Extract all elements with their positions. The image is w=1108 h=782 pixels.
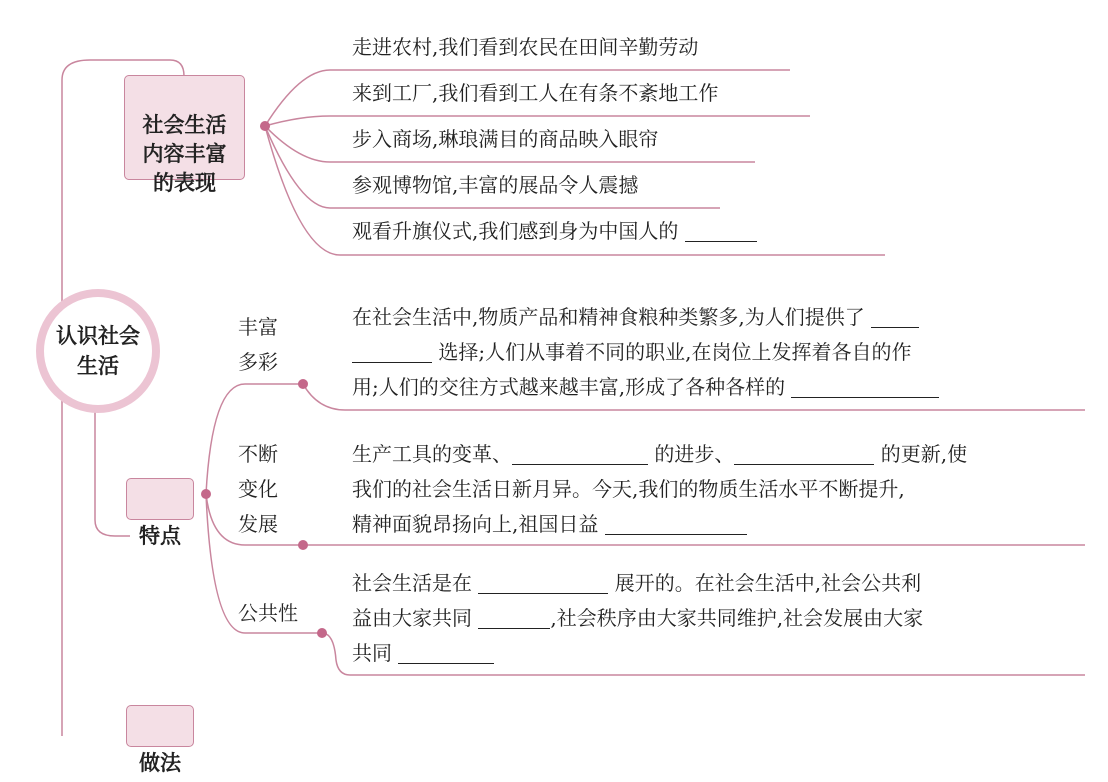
rich-line-1 — [352, 300, 919, 334]
change-line-3-text: 精神面貌昂扬向上,祖国日益 — [352, 512, 599, 536]
root-node — [36, 289, 160, 413]
dot-public — [317, 628, 327, 638]
dot-features — [201, 489, 211, 499]
answer-blank — [352, 340, 432, 363]
change-line-1b: 的进步、 — [654, 442, 735, 466]
answer-blank — [871, 305, 919, 328]
change-line-3 — [352, 507, 747, 541]
change-line-1 — [352, 437, 967, 471]
change-label: 不断 变化 发展 — [238, 442, 278, 536]
public-line-1a: 社会生活是在 — [352, 571, 472, 595]
rich-line-3-text: 用;人们的交往方式越来越丰富,形成了各种各样的 — [352, 375, 786, 399]
answer-blank — [398, 641, 494, 664]
answer-blank — [605, 512, 747, 535]
dot-performance — [260, 121, 270, 131]
answer-blank — [791, 375, 939, 398]
performance-label: 社会生活 内容丰富 的表现 — [142, 113, 227, 195]
practice-label: 做法 — [139, 751, 181, 775]
trunk-to-performance — [90, 60, 184, 76]
performance-item-4: 参观博物馆,丰富的展品令人震撼 — [352, 173, 639, 197]
public-line-2b: ,社会秩序由大家共同维护,社会发展由大家 — [550, 606, 924, 630]
rich-line-1-text: 在社会生活中,物质产品和精神食粮种类繁多,为人们提供了 — [352, 305, 865, 329]
performance-item-3: 步入商场,琳琅满目的商品映入眼帘 — [352, 127, 659, 151]
root-to-features — [95, 412, 130, 536]
answer-blank — [478, 571, 608, 594]
answer-blank — [685, 219, 757, 242]
features-box — [126, 478, 194, 548]
change-line-1a: 生产工具的变革、 — [352, 442, 512, 466]
public-line-2a: 益由大家共同 — [352, 606, 472, 630]
public-label: 公共性 — [238, 601, 298, 625]
performance-item-2: 来到工厂,我们看到工人在有条不紊地工作 — [352, 81, 719, 105]
rich-line-3 — [352, 370, 939, 404]
public-line-1 — [352, 566, 921, 600]
public-line-2 — [352, 601, 923, 635]
root-label: 认识社会 生活 — [56, 324, 140, 378]
rich-line-2-text: 选择;人们从事着不同的职业,在岗位上发挥着各自的作 — [438, 340, 912, 364]
rich-label: 丰富 多彩 — [238, 315, 278, 374]
answer-blank — [734, 442, 874, 465]
answer-blank — [512, 442, 648, 465]
public-line-3 — [352, 636, 494, 670]
public-line-1b: 展开的。在社会生活中,社会公共利 — [614, 571, 922, 595]
performance-box — [124, 75, 245, 195]
practice-box — [126, 705, 194, 775]
performance-item-5 — [352, 214, 757, 248]
change-line-2: 我们的社会生活日新月异。今天,我们的物质生活水平不断提升, — [352, 477, 905, 501]
rich-line-2 — [352, 335, 911, 369]
performance-item-5-text: 观看升旗仪式,我们感到身为中国人的 — [352, 219, 679, 243]
answer-blank — [478, 606, 550, 629]
performance-item-1: 走进农村,我们看到农民在田间辛勤劳动 — [352, 35, 699, 59]
change-line-1c: 的更新,使 — [880, 442, 968, 466]
dot-rich — [298, 379, 308, 389]
public-line-3-text: 共同 — [352, 641, 392, 665]
dot-change — [298, 540, 308, 550]
features-label: 特点 — [139, 524, 181, 548]
